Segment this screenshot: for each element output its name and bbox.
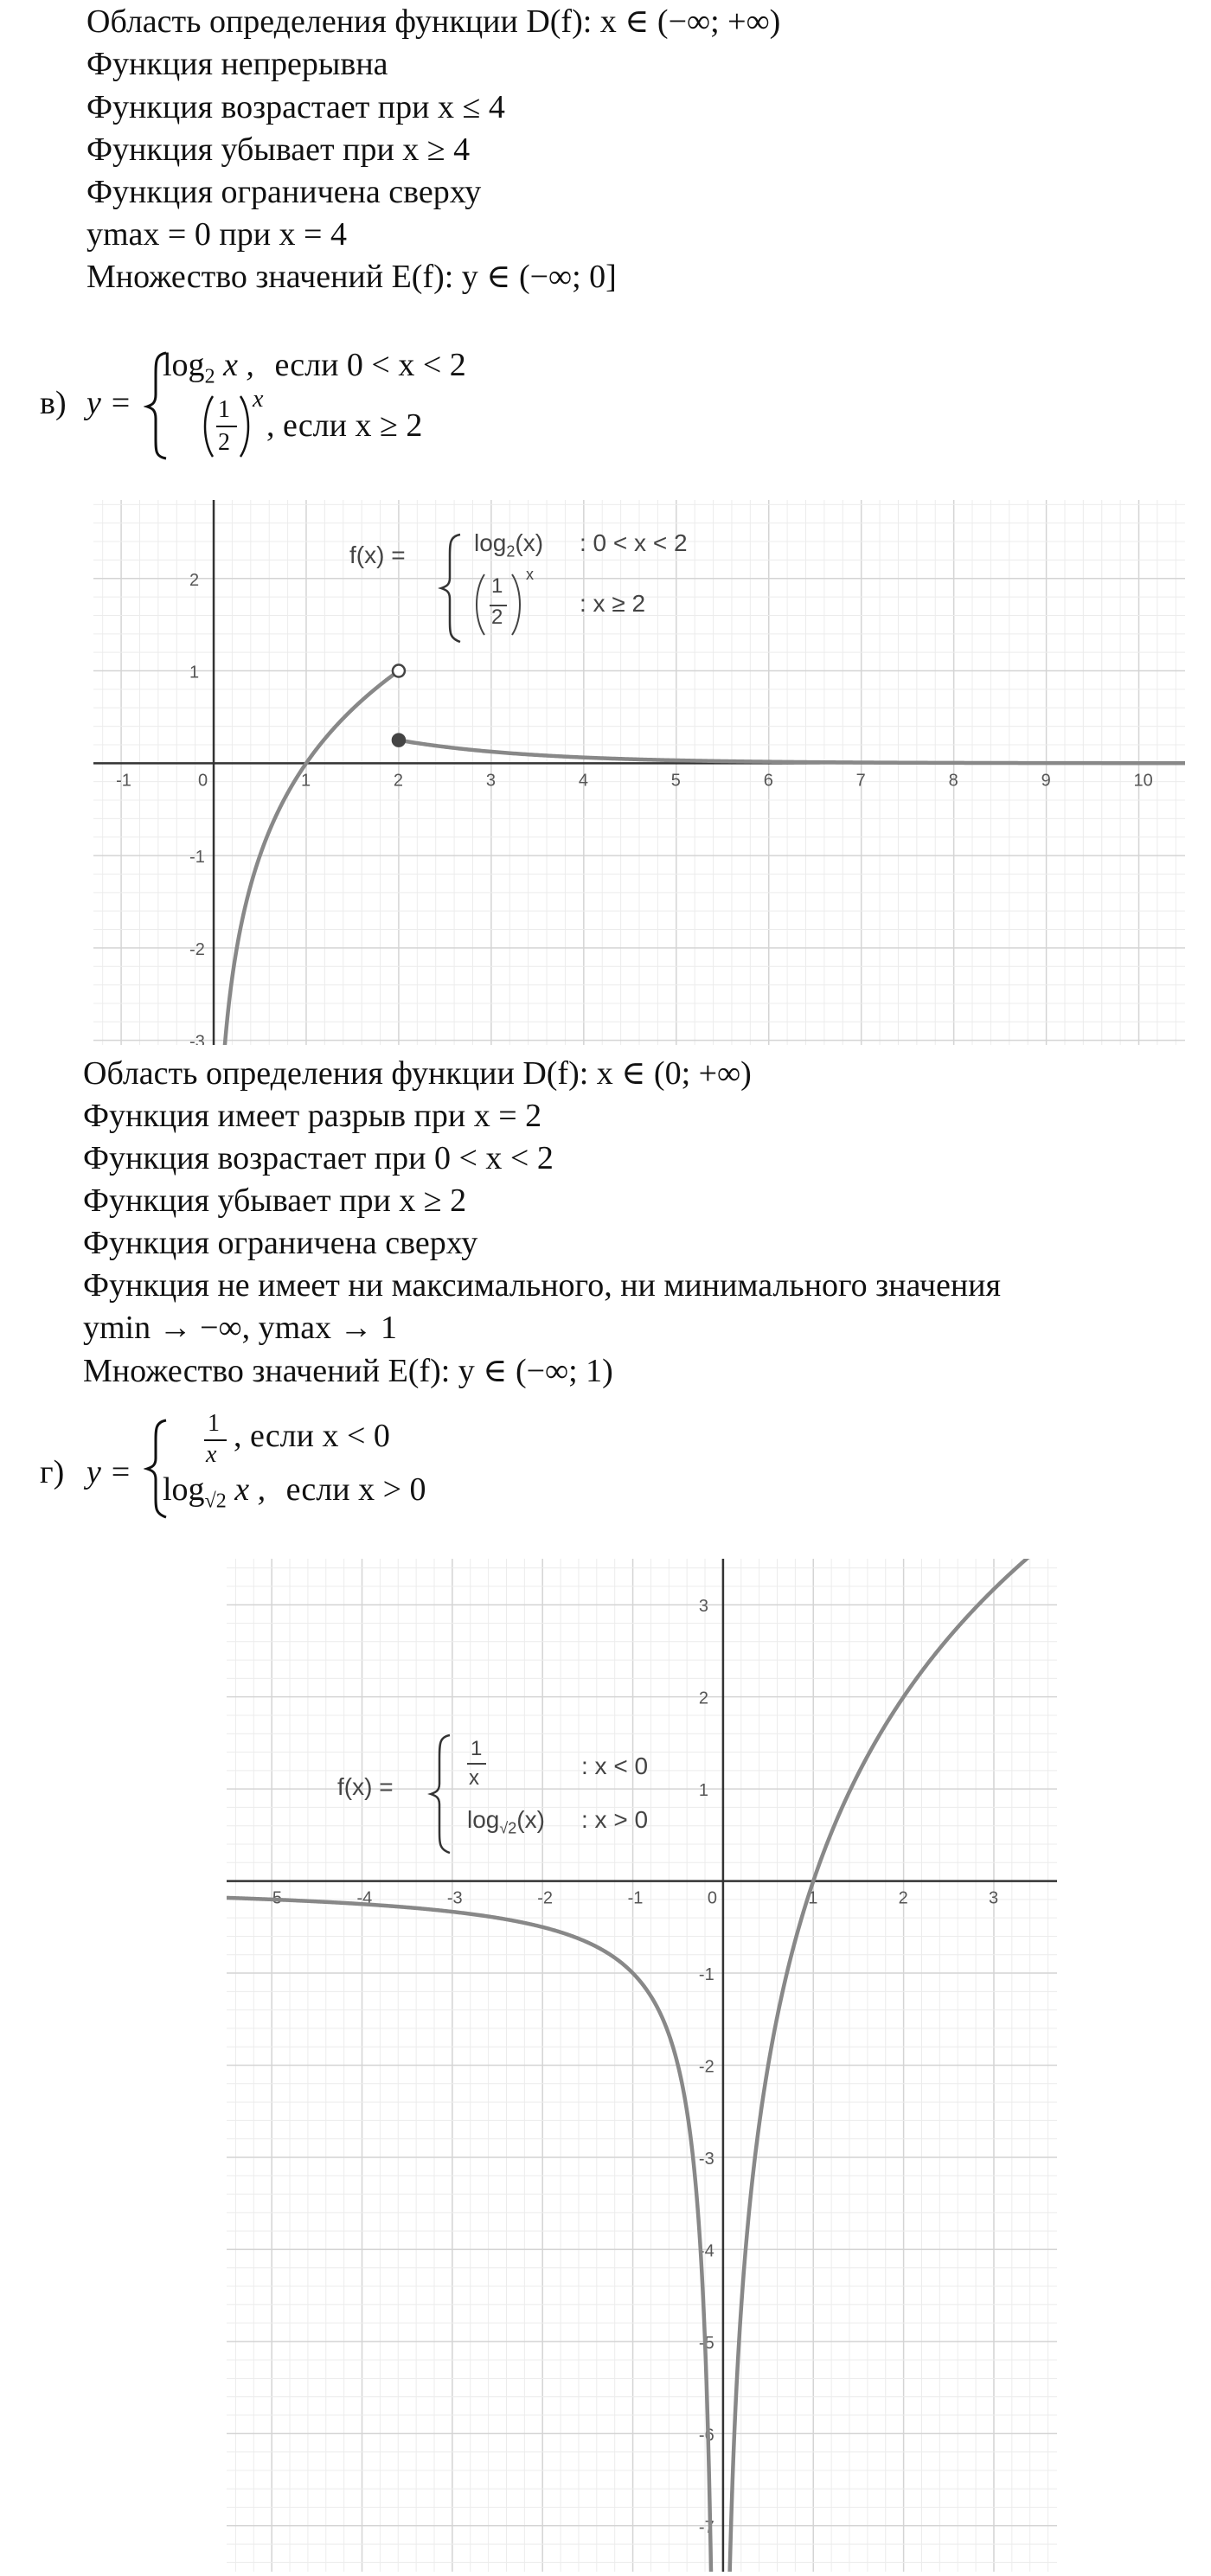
part-g-y-eq: y =: [86, 1454, 132, 1490]
y-tick-label: 2: [698, 1688, 709, 1708]
part-v-case1: [163, 346, 466, 389]
x-tick-label: 1: [300, 771, 311, 791]
part-g-case1-den: x: [206, 1441, 217, 1468]
part-v-line-limits: ymin → −∞, ymax → 1: [83, 1310, 398, 1346]
part-g-case2-var: x ,: [234, 1471, 266, 1508]
y-tick-label: -1: [698, 1965, 714, 1985]
y-tick-label: -3: [189, 1032, 205, 1045]
part-v-line-bounded: Функция ограничена сверху: [83, 1225, 478, 1261]
x-tick-label: 3: [988, 1888, 999, 1908]
top-line-ymax: ymax = 0 при x = 4: [86, 216, 347, 253]
part-v-line-range: Множество значений E(f): y ∈ (−∞; 1): [83, 1353, 613, 1389]
y-tick-label: -4: [698, 2241, 714, 2261]
y-tick-label: 1: [698, 1781, 709, 1801]
curve-half-pow: [399, 740, 1185, 764]
part-v-graph: [93, 500, 1185, 1045]
x-tick-label: 7: [855, 771, 866, 791]
part-g-label: г): [40, 1454, 65, 1490]
y-tick-label: -6: [698, 2425, 714, 2445]
part-v-graph-case2-cond: : x ≥ 2: [580, 590, 646, 617]
part-v-graph-svg: [93, 500, 1185, 1045]
part-v-graph-brace: [438, 531, 464, 645]
part-g-graph: [227, 1559, 1057, 2572]
x-tick-label: 6: [763, 771, 773, 791]
y-tick-label: 1: [189, 663, 200, 682]
part-g-graph-case2-cond: : x > 0: [581, 1806, 649, 1833]
part-v-case2-cond: , если x ≥ 2: [266, 407, 423, 444]
part-g-graph-case2-sub: √2: [499, 1819, 517, 1837]
part-v-case2-den: 2: [218, 429, 230, 456]
x-tick-label: -2: [537, 1888, 554, 1908]
y-tick-label: -2: [189, 939, 205, 959]
top-line-bounded: Функция ограничена сверху: [86, 174, 482, 210]
part-v-case2-exp: x: [253, 386, 264, 413]
part-v-case1-log: log: [163, 347, 205, 383]
part-g-graph-case1-num: 1: [471, 1737, 483, 1760]
part-g-graph-case1-cond: : x < 0: [581, 1753, 649, 1779]
y-tick-label: -5: [698, 2333, 714, 2353]
y-tick-label: 2: [189, 570, 200, 590]
y-tick-label: -3: [698, 2149, 714, 2169]
part-v-graph-case1-log: log: [474, 529, 507, 556]
y-tick-label: -1: [189, 848, 205, 868]
part-g-graph-case2-log: log: [467, 1806, 500, 1833]
part-g-case2-log: log: [163, 1471, 205, 1508]
part-v-line-break: Функция имеет разрыв при x = 2: [83, 1098, 542, 1134]
y-tick-label: 3: [698, 1597, 709, 1617]
curve-log2: [216, 672, 397, 1045]
x-tick-label: 0: [707, 1888, 718, 1908]
part-v-case2-num: 1: [218, 396, 230, 423]
x-tick-label: 3: [485, 771, 497, 791]
part-g-graph-brace: [427, 1732, 453, 1856]
part-v-graph-case1-cond: : 0 < x < 2: [580, 529, 688, 556]
open-point: [393, 665, 405, 677]
closed-point: [393, 734, 405, 747]
part-g-case2-cond: если x > 0: [285, 1471, 426, 1508]
part-v-line-increasing: Функция возрастает при 0 < x < 2: [83, 1140, 554, 1176]
top-line-decreasing: Функция убывает при x ≥ 4: [86, 131, 471, 168]
part-g-graph-case1-den: x: [469, 1766, 479, 1790]
x-tick-label: -5: [266, 1888, 282, 1908]
x-tick-label: -3: [446, 1888, 463, 1908]
x-tick-label: 10: [1133, 771, 1153, 791]
x-tick-label: 1: [808, 1888, 818, 1908]
part-v-graph-case1: [474, 529, 543, 561]
part-g-graph-fx: f(x) =: [337, 1773, 394, 1800]
part-v-graph-case2-exp: x: [526, 566, 534, 583]
part-g-graph-svg: [227, 1559, 1057, 2572]
x-tick-label: 5: [670, 771, 681, 791]
part-v-line-no-extrema: Функция не имеет ни максимального, ни минимального значения: [83, 1267, 1001, 1304]
x-tick-label: -1: [627, 1888, 644, 1908]
y-tick-label: -7: [698, 2517, 714, 2537]
top-line-increasing: Функция возрастает при x ≤ 4: [86, 89, 505, 125]
part-v-y-eq: y =: [86, 385, 132, 421]
part-v-graph-case2-num: 1: [491, 574, 503, 598]
x-tick-label: -1: [116, 771, 131, 791]
part-v-label: в): [40, 385, 67, 421]
part-g-case2: [163, 1471, 426, 1514]
top-line-continuous: Функция непрерывна: [86, 46, 388, 82]
part-v-graph-fx: f(x) =: [349, 541, 406, 568]
x-tick-label: 0: [198, 771, 208, 791]
part-v-case1-var: x ,: [223, 347, 254, 383]
x-tick-label: 8: [948, 771, 958, 791]
part-g-graph-case2: [467, 1806, 545, 1838]
part-v-graph-case2-den: 2: [491, 606, 503, 629]
y-tick-label: -2: [698, 2057, 714, 2077]
part-v-graph-case1-sub: 2: [506, 542, 516, 561]
x-tick-label: 4: [578, 771, 588, 791]
top-line-range: Множество значений E(f): y ∈ (−∞; 0]: [86, 259, 617, 295]
x-tick-label: 9: [1041, 771, 1051, 791]
part-v-case1-cond: если 0 < x < 2: [274, 347, 466, 383]
part-g-case1-cond: , если x < 0: [234, 1418, 390, 1454]
part-v-line-decreasing: Функция убывает при x ≥ 2: [83, 1182, 467, 1219]
part-v-line-domain: Область определения функции D(f): x ∈ (0; +∞): [83, 1055, 752, 1092]
part-g-graph-case2-arg: (x): [516, 1806, 545, 1833]
top-line-domain: Область определения функции D(f): x ∈ (−∞; +∞): [86, 3, 781, 40]
x-tick-label: 2: [898, 1888, 908, 1908]
part-v-graph-case1-arg: (x): [515, 529, 544, 556]
part-g-graph-case1-fracbar: [467, 1763, 486, 1765]
part-g-case1-num: 1: [208, 1410, 220, 1437]
part-g-case2-sub: √2: [204, 1490, 227, 1513]
x-tick-label: -4: [356, 1888, 373, 1908]
part-v-case1-sub: 2: [204, 365, 215, 388]
x-tick-label: 2: [393, 771, 404, 791]
